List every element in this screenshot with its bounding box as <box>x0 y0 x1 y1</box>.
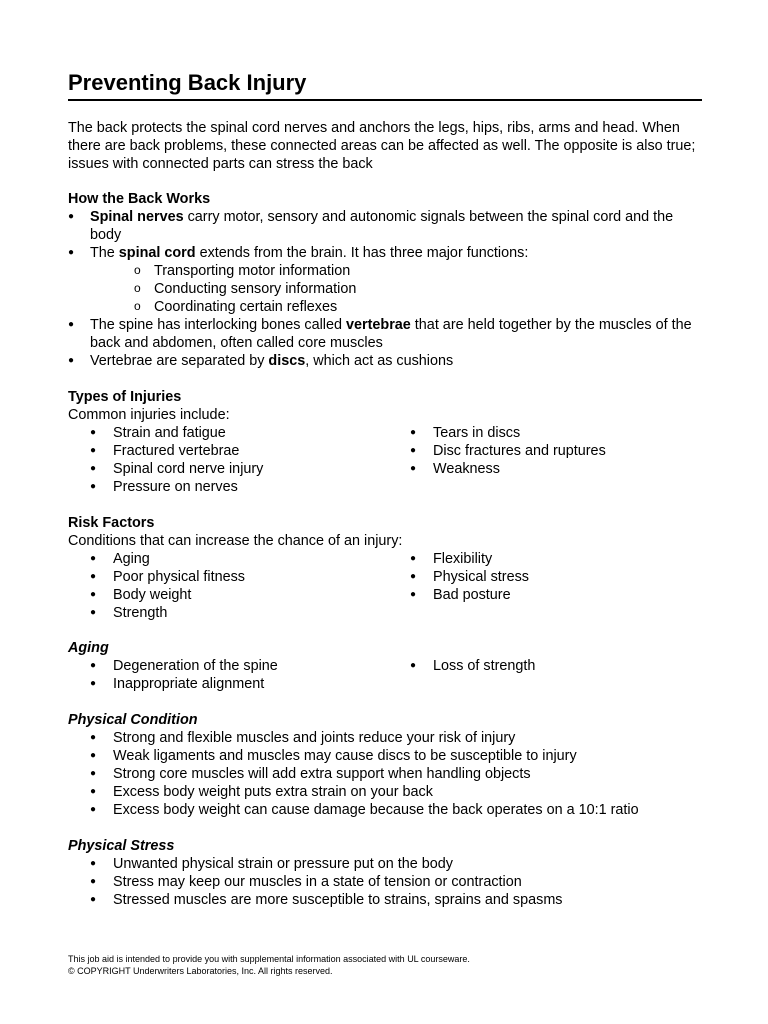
list-item: ● Physical stress <box>388 568 708 586</box>
types-lead: Common injuries include: <box>68 407 230 423</box>
list-item: ● Flexibility <box>388 550 708 568</box>
condition-heading: Physical Condition <box>68 712 198 728</box>
list-item: ● Weak ligaments and muscles may cause discs to be susceptible to injury <box>68 747 708 765</box>
list-item: ● Strong and flexible muscles and joints reduce your risk of injury <box>68 729 708 747</box>
types-heading: Types of Injuries <box>68 389 182 405</box>
list-item: ● Aging <box>68 550 388 568</box>
list-item: ● The spine has interlocking bones called vertebrae that are held together by the muscles of the back and abdomen, often called core muscles <box>68 316 708 352</box>
footer-disclaimer: This job aid is intended to provide you with supplemental information associated with UL courseware. <box>68 954 470 964</box>
sub-list-item: o Transporting motor information <box>68 262 708 280</box>
intro-paragraph: The back protects the spinal cord nerves and anchors the legs, hips, ribs, arms and head. When there are back problems, these connected areas can be affected as well. The opposite is also true; issues with connected parts can stress the back <box>68 120 696 172</box>
list-item: ● Body weight <box>68 586 388 604</box>
list-item: ● Bad posture <box>388 586 708 604</box>
list-item: ● Excess body weight can cause damage because the back operates on a 10:1 ratio <box>68 801 708 819</box>
list-item: ● Strong core muscles will add extra support when handling objects <box>68 765 708 783</box>
list-item: ● The spinal cord extends from the brain. It has three major functions: <box>68 244 708 262</box>
list-item: ● Unwanted physical strain or pressure put on the body <box>68 855 708 873</box>
intro-section <box>68 119 708 173</box>
list-item: ● Weakness <box>388 460 708 478</box>
footer-copyright: © COPYRIGHT Underwriters Laboratories, Inc. All rights reserved. <box>68 966 333 976</box>
list-item: ● Poor physical fitness <box>68 568 388 586</box>
how-back-works-section <box>68 190 708 370</box>
list-item: ● Fractured vertebrae <box>68 442 388 460</box>
physical-stress-section <box>68 837 708 909</box>
list-item: ● Degeneration of the spine <box>68 657 388 675</box>
list-item: ● Tears in discs <box>388 424 708 442</box>
list-item: ● Pressure on nerves <box>68 478 388 496</box>
list-item: ● Stress may keep our muscles in a state of tension or contraction <box>68 873 708 891</box>
page-title: Preventing Back Injury <box>68 70 702 101</box>
risk-lead: Conditions that can increase the chance of an injury: <box>68 533 403 549</box>
list-item: ● Strain and fatigue <box>68 424 388 442</box>
risk-heading: Risk Factors <box>68 515 155 531</box>
list-item: ● Spinal cord nerve injury <box>68 460 388 478</box>
aging-section <box>68 639 708 693</box>
list-item: ● Vertebrae are separated by discs, which act as cushions <box>68 352 708 370</box>
how-back-works-heading: How the Back Works <box>68 191 211 207</box>
list-item: ● Inappropriate alignment <box>68 675 388 693</box>
aging-heading: Aging <box>68 640 109 656</box>
list-item: ● Loss of strength <box>388 657 708 675</box>
risk-factors-section <box>68 514 708 622</box>
stress-heading: Physical Stress <box>68 838 175 854</box>
sub-list-item: o Coordinating certain reflexes <box>68 298 708 316</box>
list-item: ● Excess body weight puts extra strain on your back <box>68 783 708 801</box>
types-of-injuries-section <box>68 388 708 496</box>
sub-list-item: o Conducting sensory information <box>68 280 708 298</box>
list-item: ● Disc fractures and ruptures <box>388 442 708 460</box>
list-item: ● Strength <box>68 604 388 622</box>
footer <box>68 953 470 977</box>
list-item: ● Stressed muscles are more susceptible to strains, sprains and spasms <box>68 891 708 909</box>
physical-condition-section <box>68 711 708 819</box>
list-item: ● Spinal nerves carry motor, sensory and autonomic signals between the spinal cord and the body <box>68 208 708 244</box>
